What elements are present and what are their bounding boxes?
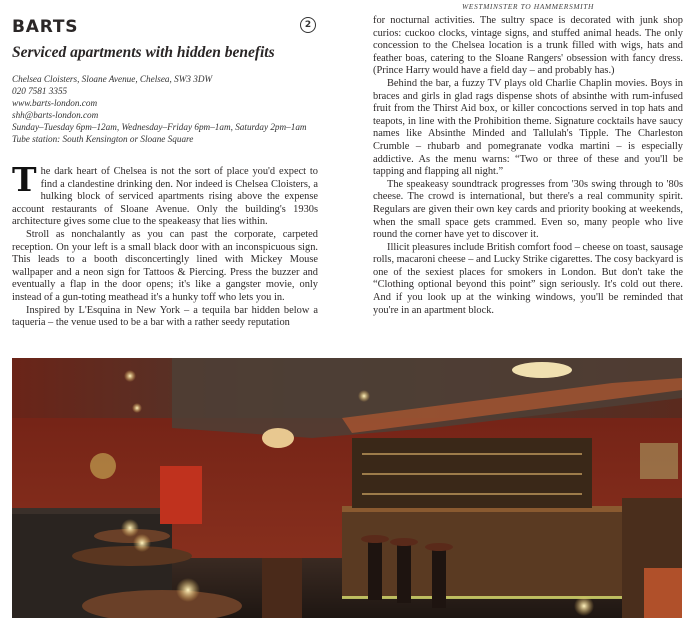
venue-email: shh@barts-london.com: [12, 110, 99, 120]
article-left-column: [12, 160, 318, 330]
paragraph: Inspired by L'Esquina in New York – a tequila bar hidden below a taqueria – the venue used to be a bar with a rather seedy reputation: [12, 304, 318, 329]
venue-tube: Tube station: South Kensington or Sloane Square: [12, 134, 194, 144]
venue-address: Chelsea Cloisters, Sloane Avenue, Chelsea, SW3 3DW: [12, 74, 213, 84]
venue-details: [12, 73, 332, 145]
venue-website: www.barts-london.com: [12, 98, 98, 108]
venue-subtitle: Serviced apartments with hidden benefits: [12, 44, 275, 61]
paragraph: The speakeasy soundtrack progresses from '30s swing through to '80s cheese. The crowd is international, but there's a real community spirit. Regulars are given their own key cards and priority booking at weekends, when the small space gets crammed. Even so, many people who live round the corner have yet to discover it.: [373, 178, 683, 241]
venue-hours: Sunday–Tuesday 6pm–12am, Wednesday–Friday 6pm–1am, Saturday 2pm–1am: [12, 122, 307, 132]
running-head: WESTMINSTER TO HAMMERSMITH: [461, 2, 595, 11]
paragraph: Illicit pleasures include British comfort food – cheese on toast, sausage rolls, macaroni cheese – and Lucky Strike cigarettes. The cosy backyard is one of the sexiest places for smokers in London. But don't take the “Clothing optional beyond this point” sign seriously. It's cold out there. And if you look up at the winking windows, you'll be reminded that you're in an apartment block.: [373, 241, 683, 316]
article-right-column: [373, 15, 683, 317]
venue-number-badge: 2: [300, 17, 316, 33]
paragraph: Behind the bar, a fuzzy TV plays old Charlie Chaplin movies. Boys in braces and girls in glad rags dispense shots of absinthe with rum-infused fruit from the Thirst Aid box, or killer concoctions served in top hats and teapots, in line with the Prohibition theme. Signature cocktails have saucy names like Absinthe Minded and Tallulah's Tipple. The Charleston Crumble – rhubarb and pomegranate vodka martini – is especially addictive. As the menu warns: “Two or three of these and you'll be tapping and flapping all night.”: [373, 77, 683, 178]
drop-cap: T: [12, 160, 37, 199]
venue-phone: 020 7581 3355: [12, 86, 68, 96]
venue-title: BARTS: [12, 17, 79, 37]
paragraph: Stroll as nonchalantly as you can past the corporate, carpeted reception. On your left is a small black door with an inconspicuous sign. This leads to a booth disconcertingly lined with Mickey Mouse wallpaper and a neon sign for Tattoos & Piercing. Press the buzzer and eventually a flap in the door opens; it's like a gangster movie, only instead of a gun-toting meathead it's a hunky toff who lets you in.: [12, 228, 318, 303]
paragraph: The dark heart of Chelsea is not the sort of place you'd expect to find a clandestine drinking den. Nor indeed is Chelsea Cloisters, a hulking block of serviced apartments rising above the expense account restaurants of Sloane Avenue. Only the building's 1930s architecture gives some clue to the speakeasy that lies within.: [12, 160, 318, 228]
paragraph: for nocturnal activities. The sultry space is decorated with junk shop curios: cuckoo clocks, vintage signs, and stuffed animal heads. The only concession to the Chelsea location is a trunk filled with wigs, hats and feather boas, catering to the Sloane Rangers' obsession with fancy dress. (Prince Harry would have a field day – and probably has.): [373, 15, 683, 77]
photo-illustration: [12, 358, 682, 618]
bar-interior-photo: [12, 358, 682, 618]
